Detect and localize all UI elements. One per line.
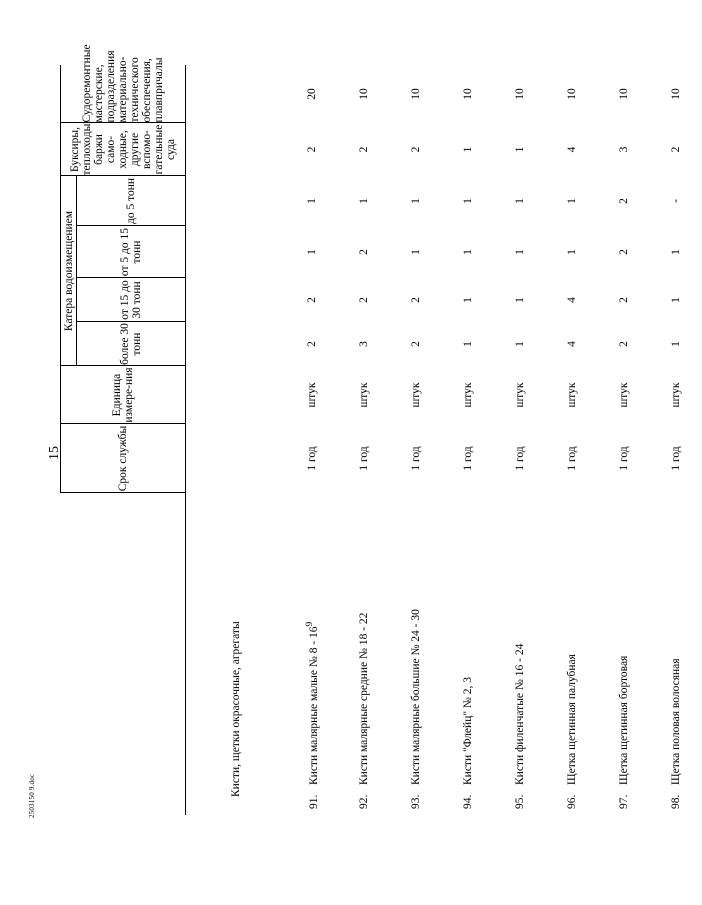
rotated-table-wrapper	[60, 44, 682, 815]
header-name	[61, 493, 186, 815]
qty-15-30: 1	[670, 297, 682, 303]
table-row	[286, 65, 338, 815]
qty-tugs: 4	[566, 146, 578, 153]
service-life: 1 год	[410, 446, 422, 471]
qty-over-30: 4	[566, 341, 578, 347]
qty-tugs: 1	[462, 146, 474, 153]
qty-5-15: 1	[670, 249, 682, 255]
qty-under-5: 1	[358, 198, 370, 204]
service-life: 1 год	[670, 446, 682, 471]
section-row	[186, 65, 287, 815]
qty-5-15: 1	[410, 249, 422, 255]
unit: штук	[306, 382, 318, 408]
qty-over-30: 2	[410, 341, 422, 347]
qty-tugs: 3	[618, 146, 630, 153]
qty-5-15: 2	[618, 249, 630, 255]
table-row	[494, 65, 546, 815]
item-name: 94.Кисти "Флейц" № 2, 3	[462, 676, 474, 809]
header-boats-15-30: от 15 до 30 тонн	[77, 278, 186, 322]
qty-under-5: -	[670, 199, 682, 203]
header-boats-group: Катера водоизмещением	[61, 176, 77, 366]
qty-under-5: 1	[514, 198, 526, 204]
qty-15-30: 2	[618, 297, 630, 303]
unit: штук	[670, 382, 682, 408]
unit: штук	[462, 382, 474, 408]
qty-over-30: 1	[462, 341, 474, 347]
service-life: 1 год	[566, 446, 578, 471]
service-life: 1 год	[306, 446, 318, 471]
item-name: 92.Кисти малярные средние № 18 - 22	[358, 612, 370, 809]
service-life: 1 год	[618, 446, 630, 471]
item-name: 96.Щетка щетинная палубная	[566, 654, 578, 809]
unit: штук	[618, 382, 630, 408]
table-row	[442, 65, 494, 815]
header-tugs: Буксиры, теплоходы, баржи само-ходные, другие вспомо-гательные суда	[61, 123, 186, 176]
table-row	[390, 65, 442, 815]
item-name: 98.Щетка половая волосяная	[670, 658, 682, 809]
header-service-life: Срок службы	[61, 424, 186, 493]
qty-workshops: 10	[670, 88, 682, 100]
table-row	[650, 65, 702, 815]
qty-under-5: 1	[410, 198, 422, 204]
header-unit: Единица измере-ния	[61, 366, 186, 424]
section-title: Кисти, щетки окрасочные, агрегаты	[230, 621, 242, 797]
qty-15-30: 2	[410, 297, 422, 303]
qty-tugs: 2	[306, 146, 318, 153]
qty-workshops: 10	[462, 88, 474, 100]
item-name: 93.Кисти малярные большие № 24 - 30	[410, 609, 422, 809]
service-life: 1 год	[358, 446, 370, 471]
header-row-1	[61, 65, 77, 815]
qty-under-5: 2	[618, 198, 630, 204]
footer-filename: 2503150 9.doc	[28, 773, 36, 818]
table-row	[546, 65, 598, 815]
qty-over-30: 2	[618, 341, 630, 347]
qty-over-30: 3	[358, 341, 370, 347]
qty-5-15: 1	[514, 249, 526, 255]
qty-workshops: 10	[410, 88, 422, 100]
service-life: 1 год	[514, 446, 526, 471]
qty-workshops: 10	[618, 88, 630, 100]
qty-over-30: 1	[670, 341, 682, 347]
qty-over-30: 1	[514, 341, 526, 347]
qty-15-30: 2	[306, 297, 318, 303]
qty-5-15: 1	[566, 249, 578, 255]
qty-workshops: 10	[358, 88, 370, 100]
qty-tugs: 2	[670, 146, 682, 153]
page-number: 15	[47, 446, 62, 460]
qty-5-15: 2	[358, 249, 370, 255]
qty-tugs: 2	[410, 146, 422, 153]
item-name: 91.Кисти малярные малые № $8 - 16^9$	[304, 621, 320, 809]
item-name: 95.Кисти филенчатые № 16 - 24	[514, 643, 526, 809]
qty-under-5: 1	[306, 198, 318, 204]
table-row	[598, 65, 650, 815]
qty-workshops: 20	[306, 88, 318, 100]
header-boats-5-15: от 5 до 15 тонн	[77, 226, 186, 278]
unit: штук	[358, 382, 370, 408]
table-row	[338, 65, 390, 815]
qty-15-30: 2	[358, 297, 370, 303]
qty-under-5: 1	[462, 198, 474, 204]
qty-15-30: 4	[566, 297, 578, 303]
service-life: 1 год	[462, 446, 474, 471]
unit: штук	[566, 382, 578, 408]
qty-5-15: 1	[306, 249, 318, 255]
unit: штук	[410, 382, 422, 408]
qty-under-5: 1	[566, 198, 578, 204]
header-boats-over-30: более 30 тонн	[77, 322, 186, 366]
qty-15-30: 1	[462, 297, 474, 303]
header-workshops: Судоремонтные мастерские, подразделения материально-технического обеспечения, плавпричалы	[61, 65, 186, 123]
qty-over-30: 2	[306, 341, 318, 347]
qty-workshops: 10	[514, 88, 526, 100]
unit: штук	[514, 382, 526, 408]
qty-tugs: 2	[358, 146, 370, 153]
qty-15-30: 1	[514, 297, 526, 303]
qty-tugs: 1	[514, 146, 526, 153]
header-boats-under-5: до 5 тонн	[77, 176, 186, 226]
qty-5-15: 1	[462, 249, 474, 255]
qty-workshops: 10	[566, 88, 578, 100]
norms-table	[60, 44, 702, 815]
item-name: 97.Щетка щетинная бортовая	[618, 655, 630, 809]
